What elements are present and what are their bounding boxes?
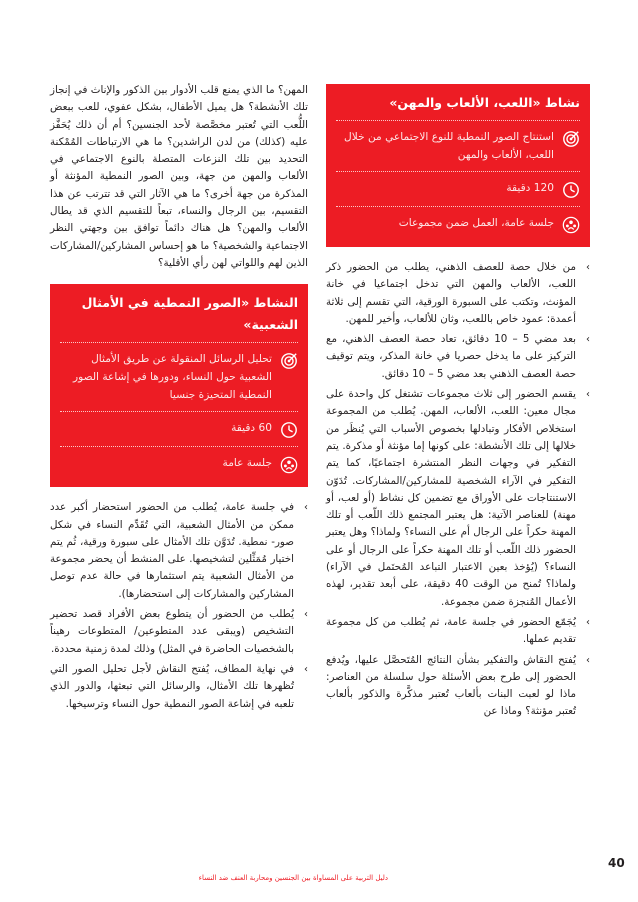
activity-duration: 60 دقيقة bbox=[231, 422, 272, 435]
activity-duration: 120 دقيقة bbox=[506, 182, 554, 194]
activity-format-row bbox=[336, 206, 580, 241]
list-item: › يُجَمّع الحضور في جلسة عامة، ثم يُطلب من كل مجموعة تقديم عملها. bbox=[326, 615, 590, 646]
activity-title: النشاط «الصور النمطية في الأمثال الشعبية» bbox=[81, 295, 298, 333]
target-icon bbox=[562, 130, 580, 148]
activity2-steps bbox=[50, 499, 308, 713]
list-item: › بعد مضي 5 – 10 دقائق، تعاد حصة العصف الذهني، مع التركيز على ما يدخل حصريا في خانة المذكر، ويتم توقيف حصة العصف الذهني بعد مضي 5 – 10 دقائق. bbox=[326, 333, 590, 380]
group-icon bbox=[562, 216, 580, 234]
target-icon bbox=[280, 352, 298, 370]
activity-format: جلسة عامة bbox=[222, 457, 272, 470]
activity-objective: تحليل الرسائل المنقولة عن طريق الأمثال الشعبية حول النساء، ودورها في إشاعة الصور النمطية المتحيزة جنسيا bbox=[73, 353, 272, 402]
activity-box-proverbs bbox=[50, 284, 308, 487]
continuation-paragraph: المهن؟ ما الذي يمنع قلب الأدوار بين الذكور والإناث في إنجاز تلك الأنشطة؟ هل يميل الأطفال، بشكل عفوي، للعب ببعض اللُّعب التي تُعتبر مخصَّصة لأحد الجنسين؟ أم أن ذلك يُحَفَّز عليه (كذلك) من لدن الراشدين؟ ما هي الارتباطات المُمْكنة التحديد بين تلك النزعات المتصلة بالنوع الاجتماعي في الألعاب والمهن من جهة، وبين الصور النمطية المؤنثة أو المذكرة من جهة أخرى؟ ما هي الآثار التي قد تترتب عن هذا التقسيم، بين الرجال والنساء، تبعاً للتقسيم الذي قد يطال الألعاب والمهن؟ هل هناك دائماً توافق بين وجهتي النظر الاجتماعية والشخصية؟ ما هو إحساس المشاركين/المشاركات الذين لهم واللواتي لهن رأي الأقلية؟ bbox=[50, 84, 308, 269]
activity-objective: استنتاج الصور النمطية للنوع الاجتماعي من خلال اللعب، الألعاب والمهن bbox=[344, 131, 554, 161]
list-item: › يُفتح النقاش والتفكير بشأن النتائج المُتَحصَّل عليها، ويُدفع الحضور إلى طرح بعض الأسئلة حول سلسلة من العناصر: ماذا لو لعبت البنات بألعاب تُعتبر مذكَّرة والذكور بألعاب تُعتبر مؤنثة؟ وماذا عن bbox=[326, 653, 590, 718]
page-number: 40 bbox=[608, 856, 625, 870]
group-icon bbox=[280, 456, 298, 474]
activity-title: نشاط «اللعب، الألعاب والمهن» bbox=[389, 95, 580, 110]
activity-format-row bbox=[60, 446, 298, 481]
list-item: › يقسم الحضور إلى ثلاث مجموعات تشتغل كل واحدة على مجال معين: اللعب، الألعاب، المهن. يُطلب من المجموعة استخلاص الأفكار وتبادلها بخصوص الأسباب التي يُنظَر من خلالها إلى تلك الأنشطة: على كونها إما مؤنثة أو مذكرة. يتم التفكير في وجهات النظر المنتشرة اجتماعيًا، كما يتم التفكير في الآراء الشخصية للمشاركين/المشاركات. تُدَوّن الاستنتاجات على الأوراق مع تضمين كل نشاط (أو لعب، أو مهنة) للعناصر الآتية: هل يعتبر المجتمع ذلك اللّعب أو تلك المهنة حكراً على الرجال أم على النساء؟ ولماذا؟ وهل يعتبر الحضور ذلك اللّعب أو تلك المهنة حكراً على الرجال أو على النساء؟ (يُؤخذ بعين الاعتبار التباعد المُحتَمل في الآراء) ولماذا؟ تُمنح من الوقت 40 دقيقة، على أبعد تقدير، لهذه الأعمال المُنجزة ضمن مجموعة. bbox=[326, 388, 590, 608]
list-item: › في نهاية المطاف، يُفتح النقاش لأجل تحليل الصور التي تُظهرها تلك الأمثال، والرسائل التي تبعثها، والدور الذي تلعبه في إشاعة الصور النمطية حول النساء وترسيخها. bbox=[50, 662, 308, 710]
activity-objective-row bbox=[336, 120, 580, 171]
left-column bbox=[50, 82, 308, 716]
activity-duration-row bbox=[60, 411, 298, 446]
clock-icon bbox=[562, 181, 580, 199]
activity-duration-row bbox=[336, 171, 580, 206]
right-column bbox=[326, 84, 590, 724]
activity-box-games-professions bbox=[326, 84, 590, 247]
clock-icon bbox=[280, 421, 298, 439]
list-item: › من خلال حصة للعصف الذهني، يطلب من الحضور ذكر اللعب، الألعاب والمهن التي تدخل اجتماعيا في خانة المؤنث، وتكتب على السبورة الورقية، التي تقسم إلى ثلاثة أعمدة: عمود خاص باللعب، وثان للألعاب، وأخير للمهن. bbox=[326, 261, 590, 325]
footer-title: دليل التربية على المساواة بين الجنسين ومحاربة العنف ضد النساء bbox=[198, 874, 388, 882]
activity-objective-row bbox=[60, 342, 298, 411]
list-item: › يُطلب من الحضور أن يتطوع بعض الأفراد قصد تحضير التشخيص (ويبقى عدد المتطوعين/ المتطوعات رهيناً بالشخصيات الحاضرة في المثل) وذلك لمدة زمنية محددة. bbox=[50, 608, 308, 655]
activity1-steps bbox=[326, 259, 590, 721]
list-item: › في جلسة عامة، يُطلب من الحضور استحضار أكبر عدد ممكن من الأمثال الشعبية، التي تُقَدِّم النساء في شكل صور- نمطية. تُدَوَّن تلك الأمثال على سبورة ورقية، ثُم يتم اختيار مُمَثِّلين لتشخيصها. على المنشط أن يحضر مجموعة من الأمثال الشعبية يتم استثمارها في حالة عدم توصل المشاركين والمشاركات إلى استحضارها). bbox=[50, 501, 308, 600]
activity-format: جلسة عامة، العمل ضمن مجموعات bbox=[398, 217, 554, 229]
